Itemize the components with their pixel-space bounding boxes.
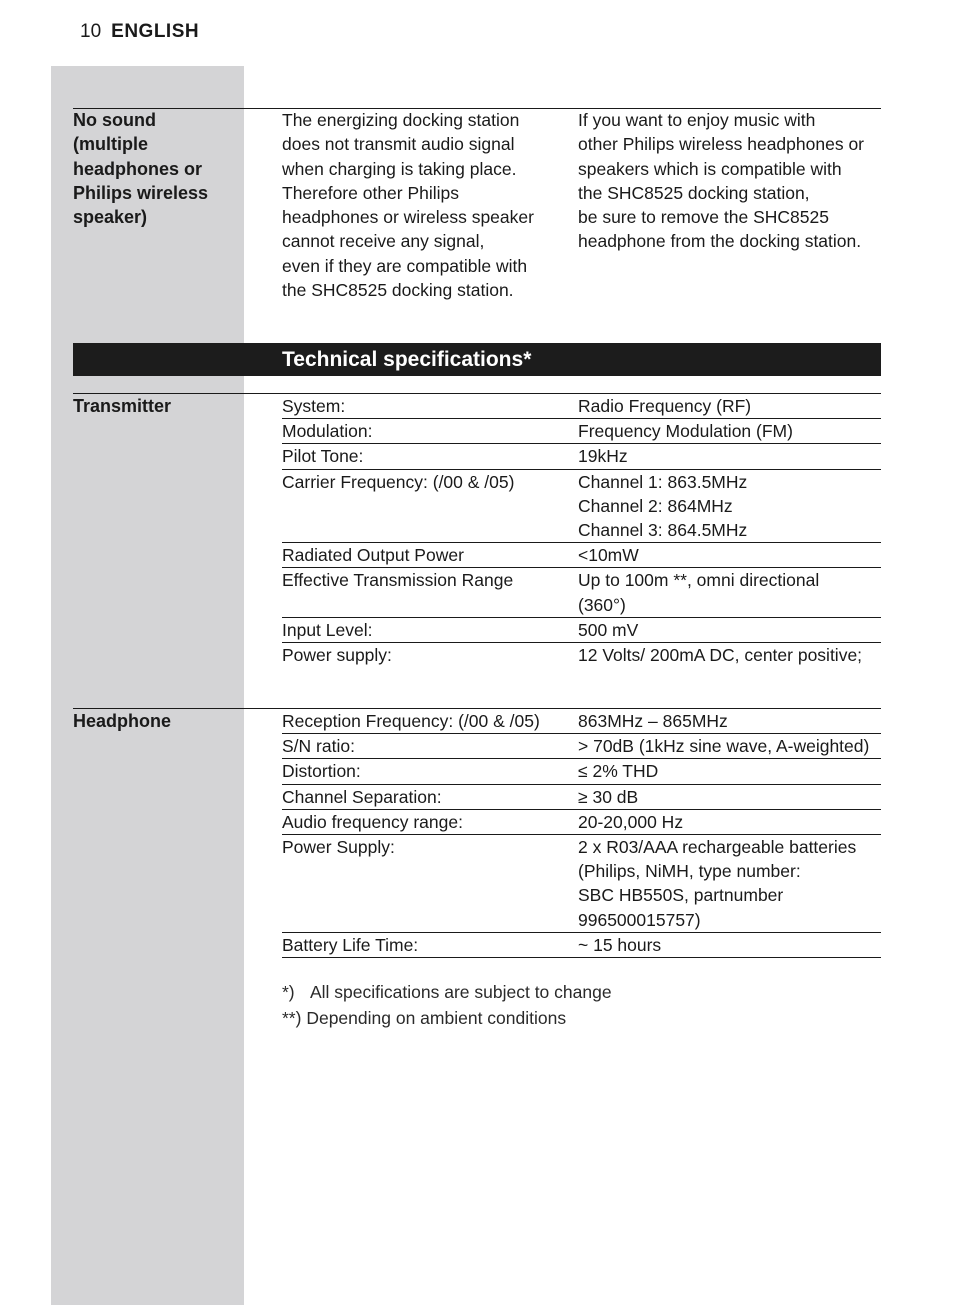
spec-value — [578, 568, 881, 616]
spec-value-line: <10mW — [578, 545, 639, 566]
problem-line: Philips wireless — [73, 182, 209, 203]
solution-line: be sure to remove the SHC8525 — [578, 207, 829, 228]
problem-line: No sound — [73, 110, 156, 130]
spec-value — [578, 785, 881, 809]
problem-label — [73, 108, 233, 229]
headphone-label: Headphone — [73, 711, 172, 731]
spec-row-reception-frequency — [282, 709, 881, 734]
spec-value — [578, 933, 881, 957]
spec-row-power-supply — [282, 643, 881, 667]
cause-line: Therefore other Philips — [282, 182, 460, 203]
spec-value-line: ~ 15 hours — [578, 934, 662, 955]
spec-key: Distortion: — [282, 761, 361, 782]
spec-row-pilot-tone — [282, 444, 881, 469]
footnote-mark: **) — [282, 1008, 302, 1028]
footnote — [282, 1005, 612, 1031]
spec-row-distortion — [282, 759, 881, 784]
spec-value — [578, 618, 881, 642]
spec-value-line: 12 Volts/ 200mA DC, center positive; — [578, 645, 863, 666]
problem-line: speaker) — [73, 207, 148, 228]
spec-value — [578, 643, 881, 667]
transmitter-spec-table — [282, 394, 881, 667]
page-language: ENGLISH — [111, 21, 200, 42]
footnote-mark: *) — [282, 982, 295, 1002]
spec-value-line: 500 mV — [578, 619, 639, 640]
spec-value-line: Channel 2: 864MHz — [578, 495, 733, 516]
spec-key: Radiated Output Power — [282, 545, 464, 566]
footnote — [282, 979, 612, 1005]
solution-line: speakers which is compatible with — [578, 158, 842, 179]
spec-value — [578, 394, 881, 418]
spec-row-system — [282, 394, 881, 419]
problem-line: (multiple — [73, 134, 148, 155]
spec-row-input-level — [282, 618, 881, 643]
spec-key: Battery Life Time: — [282, 934, 419, 955]
spec-row-sn-ratio — [282, 734, 881, 759]
spec-value — [578, 810, 881, 834]
footnote-text: Depending on ambient conditions — [306, 1008, 567, 1028]
solution-line: the SHC8525 docking station, — [578, 182, 810, 203]
spec-row-channel-separation — [282, 785, 881, 810]
spec-value-line: Up to 100m **, omni directional — [578, 570, 820, 591]
transmitter-label: Transmitter — [73, 396, 172, 416]
specs-heading: Technical specifications* — [282, 348, 532, 371]
spec-value-line: (360°) — [578, 594, 626, 615]
cause-text — [282, 108, 562, 302]
solution-text — [578, 108, 880, 254]
page-header — [80, 20, 199, 44]
footnotes — [282, 979, 612, 1031]
spec-value-line: Radio Frequency (RF) — [578, 396, 752, 416]
spec-key: Input Level: — [282, 619, 373, 640]
spec-row-modulation — [282, 419, 881, 444]
page-number: 10 — [80, 21, 102, 42]
spec-row-carrier-frequency — [282, 470, 881, 544]
spec-value-line: ≤ 2% THD — [578, 761, 659, 782]
cause-line: cannot receive any signal, — [282, 231, 485, 252]
spec-key: Carrier Frequency: (/00 & /05) — [282, 471, 515, 492]
spec-value-line: Channel 3: 864.5MHz — [578, 520, 748, 541]
cause-line: headphones or wireless speaker — [282, 207, 534, 228]
spec-value-line: > 70dB (1kHz sine wave, A-weighted) — [578, 736, 870, 757]
left-grey-margin — [51, 66, 244, 1305]
spec-value-line: 19kHz — [578, 446, 628, 467]
spec-key: Audio frequency range: — [282, 811, 463, 832]
spec-value-line: 863MHz – 865MHz — [578, 711, 728, 731]
spec-value — [578, 759, 881, 783]
spec-key: Effective Transmission Range — [282, 570, 514, 591]
spec-value-line: SBC HB550S, partnumber — [578, 885, 784, 906]
spec-key: Reception Frequency: (/00 & /05) — [282, 711, 540, 731]
cause-line: when charging is taking place. — [282, 158, 517, 179]
spec-key: Power supply: — [282, 645, 392, 666]
solution-line: headphone from the docking station. — [578, 231, 862, 252]
cause-line: even if they are compatible with — [282, 255, 528, 276]
problem-line: headphones or — [73, 158, 203, 179]
spec-key: Modulation: — [282, 421, 373, 442]
spec-row-audio-frequency — [282, 810, 881, 835]
solution-line: other Philips wireless headphones or — [578, 134, 864, 155]
spec-key: Channel Separation: — [282, 786, 442, 807]
spec-value-line: Frequency Modulation (FM) — [578, 421, 793, 442]
solution-line: If you want to enjoy music with — [578, 110, 816, 130]
spec-value — [578, 835, 881, 932]
footnote-text: All specifications are subject to change — [310, 982, 612, 1002]
spec-row-battery-life — [282, 933, 881, 958]
spec-value — [578, 543, 881, 567]
spec-value — [578, 709, 881, 733]
spec-value-line: 2 x R03/AAA rechargeable batteries — [578, 837, 857, 858]
spec-value-line: 996500015757) — [578, 909, 701, 930]
cause-line: does not transmit audio signal — [282, 134, 515, 155]
spec-value — [578, 419, 881, 443]
spec-value — [578, 734, 881, 758]
spec-value-line: (Philips, NiMH, type number: — [578, 861, 801, 882]
headphone-spec-table — [282, 709, 881, 958]
spec-key: System: — [282, 396, 346, 416]
spec-value — [578, 470, 881, 543]
spec-row-power-supply — [282, 835, 881, 933]
cause-line: the SHC8525 docking station. — [282, 280, 514, 301]
spec-key: Power Supply: — [282, 837, 395, 858]
cause-line: The energizing docking station — [282, 110, 520, 130]
spec-value — [578, 444, 881, 468]
spec-value-line: 20-20,000 Hz — [578, 811, 684, 832]
spec-key: Pilot Tone: — [282, 446, 364, 467]
spec-row-transmission-range — [282, 568, 881, 617]
spec-value-line: ≥ 30 dB — [578, 786, 639, 807]
spec-key: S/N ratio: — [282, 736, 355, 757]
specs-heading-banner — [73, 343, 881, 376]
spec-row-radiated-output — [282, 543, 881, 568]
spec-value-line: Channel 1: 863.5MHz — [578, 471, 748, 492]
